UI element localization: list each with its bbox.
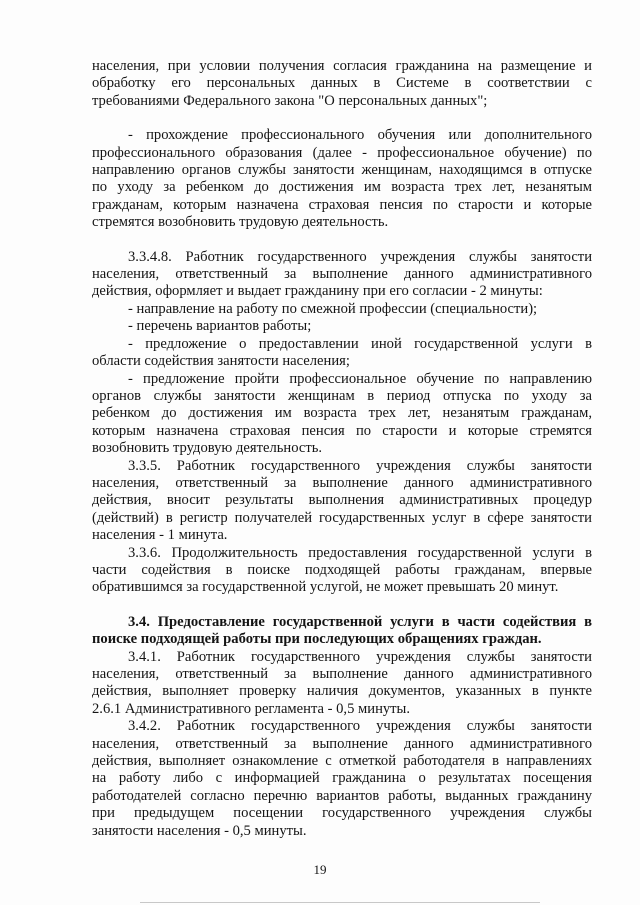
scan-edge-line	[140, 902, 540, 903]
text-line: населения, ответственный за выполнение данного административного	[92, 735, 592, 752]
paragraph-3-4-2	[92, 718, 592, 840]
text-line: населения - 1 минута.	[92, 527, 228, 544]
text-line: стремятся возобновить трудовую деятельность.	[92, 214, 389, 231]
text-line: - прохождение профессионального обучения или дополнительного	[128, 127, 592, 144]
text-line: действия, выполняет проверку наличия документов, указанных в пункте	[92, 683, 592, 700]
paragraph-personal-data-consent	[92, 58, 592, 110]
list-item	[92, 371, 592, 458]
text-line: ребенком до достижения им возраста трех лет, незанятым гражданам,	[92, 405, 592, 422]
paragraph-3-3-5	[92, 458, 592, 545]
text-line: действия, выполняет ознакомление с отметкой работодателя в направлениях	[92, 753, 592, 770]
text-line: - предложение о предоставлении иной государственной услуги в	[128, 335, 592, 352]
text-line: обратившимся за государственной услугой, не может превышать 20 минут.	[92, 579, 559, 596]
text-line: требованиями Федерального закона "О персональных данных";	[92, 92, 488, 109]
text-line: 2.6.1 Административного регламента - 0,5 минуты.	[92, 700, 411, 717]
section-heading-3-4	[92, 614, 592, 649]
text-line: направлению органов службы занятости женщинам, находящимся в отпуске	[92, 162, 592, 179]
text-line: области содействия занятости населения;	[92, 353, 350, 370]
text-line: 3.3.5. Работник государственного учреждения службы занятости	[128, 457, 592, 474]
text-line: действия, вносит результаты выполнения административных процедур	[92, 492, 592, 509]
text-line: органов службы занятости женщинам в период отпуска по уходу за	[92, 387, 592, 404]
page-number: 19	[313, 862, 327, 877]
paragraph-3-4-1	[92, 649, 592, 719]
text-line: гражданам, которым назначена страховая пенсия по старости и которые	[92, 196, 592, 213]
text-line: обработку его персональных данных в Системе в соответствии с	[92, 75, 592, 92]
paragraph-3-3-6	[92, 545, 592, 597]
text-line: - перечень вариантов работы;	[128, 318, 312, 335]
list-item	[92, 336, 592, 371]
paragraph-3-3-4-8	[92, 249, 592, 458]
text-line: населения, при условии получения согласия гражданина на размещение и	[92, 58, 592, 74]
text-line: населения, ответственный за выполнение данного административного	[92, 666, 592, 682]
document-body	[92, 58, 592, 840]
text-line: на работу либо с информацией гражданина о результатах посещения	[92, 770, 592, 787]
list-item	[92, 301, 592, 318]
text-line: возобновить трудовую деятельность.	[92, 440, 323, 457]
text-line: 3.4.1. Работник государственного учреждения службы занятости	[128, 648, 592, 665]
text-line: 3.3.4.8. Работник государственного учреждения службы занятости	[128, 248, 592, 265]
text-line: которым назначена страховая пенсия по старости и которые стремятся	[92, 422, 592, 439]
text-line: профессионального образования (далее - профессиональное обучение) по	[92, 144, 592, 161]
list-item	[92, 318, 592, 335]
text-line: по уходу за ребенком до достижения им возраста трех лет, незанятым	[92, 179, 592, 196]
text-line: (действий) в регистр получателей государственных услуг в сфере занятости	[92, 509, 592, 526]
heading-line: поиске подходящей работы при последующих обращениях граждан.	[92, 631, 542, 648]
paragraph-professional-training	[92, 127, 592, 231]
text-line: занятости населения - 0,5 минуты.	[92, 822, 307, 839]
text-line: при предыдущем посещении государственного учреждения службы	[92, 805, 592, 822]
text-line: населения, ответственный за выполнение данного административного	[92, 474, 592, 491]
text-line: - направление на работу по смежной профессии (специальности);	[128, 300, 538, 317]
text-line: работодателей согласно перечню вариантов работы, выданных гражданину	[92, 787, 592, 804]
heading-line: 3.4. Предоставление государственной услуги в части содействия в	[128, 613, 592, 630]
text-line: действия, оформляет и выдает гражданину при его согласии - 2 минуты:	[92, 283, 543, 300]
text-line: 3.4.2. Работник государственного учреждения службы занятости	[128, 718, 592, 735]
text-line: - предложение пройти профессиональное обучение по направлению	[128, 370, 592, 387]
text-line: части содействия в поиске подходящей работы гражданам, впервые	[92, 561, 592, 578]
text-line: 3.3.6. Продолжительность предоставления государственной услуги в	[128, 544, 592, 561]
text-line: населения, ответственный за выполнение данного административного	[92, 266, 592, 283]
